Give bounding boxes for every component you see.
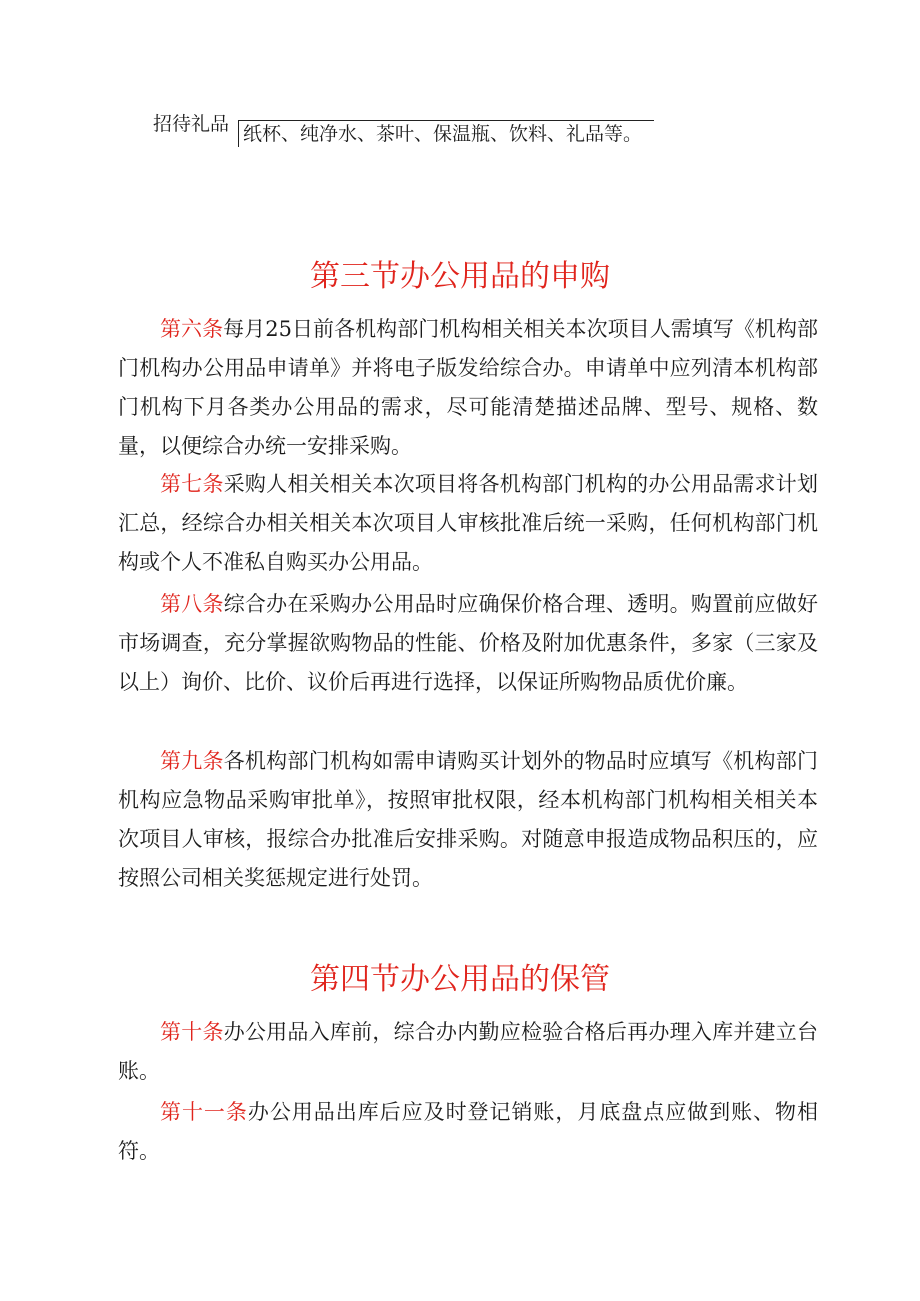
article-text: 综合办在采购办公用品时应确保价格合理、透明。购置前应做好市场调查，充分掌握欲购物品的性能、价格及附加优惠条件，多家（三家及以上）询价、比价、议价后再进行选择，以保证所购物品质优价廉。 — [118, 592, 819, 694]
article-11 — [118, 1093, 818, 1171]
article-text: 每月25日前各机构部门机构相关相关本次项目人需填写《机构部门机构办公用品申请单》并将电子版发给综合办。申请单中应列清本机构部门机构下月各类办公用品的需求，尽可能清楚描述品牌、型号、规格、数量，以便综合办统一安排采购。 — [118, 317, 818, 458]
section-title-3: 第三节办公用品的申购 — [310, 259, 610, 294]
article-number: 第七条 — [160, 472, 224, 496]
article-8 — [118, 585, 818, 702]
article-text: 办公用品出库后应及时登记销账，月底盘点应做到账、物相符。 — [118, 1100, 819, 1163]
article-number: 第十一条 — [160, 1100, 248, 1124]
article-number: 第六条 — [160, 317, 224, 341]
article-9 — [118, 742, 818, 898]
article-number: 第十条 — [160, 1020, 224, 1044]
article-number: 第九条 — [160, 749, 224, 773]
article-number: 第八条 — [160, 592, 224, 616]
article-6 — [118, 310, 818, 466]
article-text: 办公用品入库前，综合办内勤应检验合格后再办理入库并建立台账。 — [118, 1020, 819, 1083]
section-title-4: 第四节办公用品的保管 — [310, 962, 610, 997]
article-7 — [118, 465, 818, 582]
table-label-cell: 招待礼品 — [152, 113, 229, 135]
table-content-cell: 纸杯、纯净水、茶叶、保温瓶、饮料、礼品等。 — [238, 120, 654, 147]
article-text: 采购人相关相关本次项目将各机构部门机构的办公用品需求计划汇总，经综合办相关相关本次项目人审核批准后统一采购，任何机构部门机构或个人不准私自购买办公用品。 — [118, 472, 819, 574]
article-text: 各机构部门机构如需申请购买计划外的物品时应填写《机构部门机构应急物品采购审批单》，按照审批权限，经本机构部门机构相关相关本次项目人审核，报综合办批准后安排采购。对随意申报造成物品积压的，应按照公司相关奖惩规定进行处罚。 — [118, 749, 819, 890]
table-row — [150, 108, 670, 160]
article-10 — [118, 1013, 818, 1091]
